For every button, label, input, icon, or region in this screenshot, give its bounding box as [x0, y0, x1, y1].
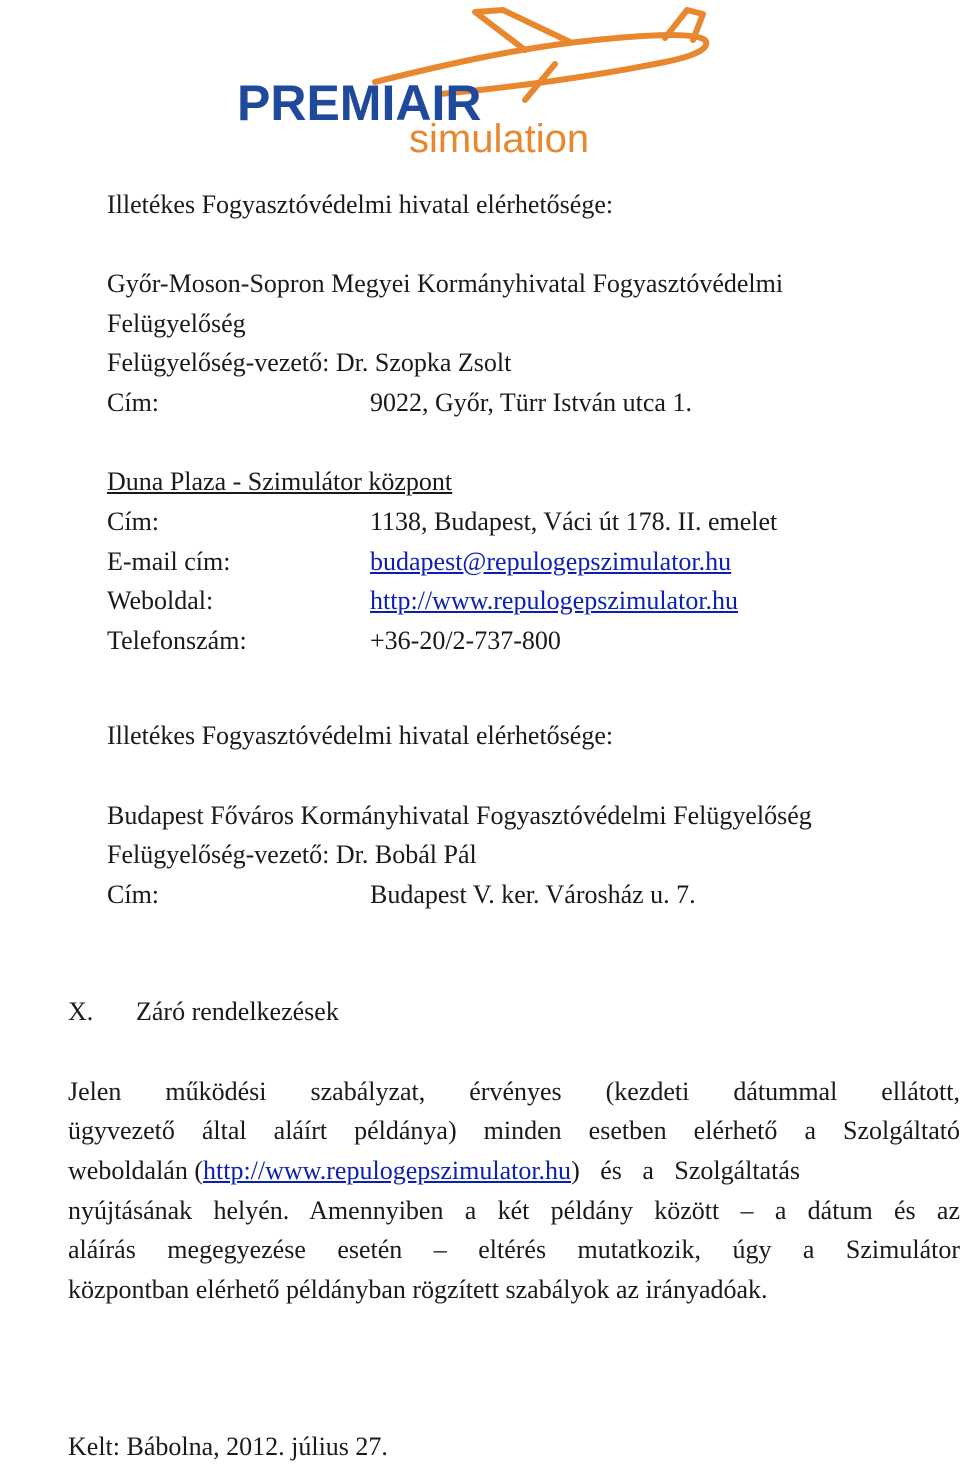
contact-title-text: Duna Plaza - Szimulátor központ: [107, 467, 453, 496]
section2-manager: [107, 840, 477, 870]
address-value: Budapest V. ker. Városház u. 7.: [370, 880, 696, 909]
paragraph-line: központban elérhető példányban rögzített szabályok az irányadóak.: [68, 1275, 768, 1304]
email-link[interactable]: budapest@repulogepszimulator.hu: [370, 547, 732, 576]
section1-org-line1: Győr-Moson-Sopron Megyei Kormányhivatal Fogyasztóvédelmi: [107, 269, 784, 298]
website-link[interactable]: http://www.repulogepszimulator.hu: [370, 586, 739, 615]
manager-label: Felügyelőség-vezető:: [107, 840, 330, 869]
contact-phone: [107, 626, 561, 656]
section1-heading: Illetékes Fogyasztóvédelmi hivatal elérhetősége:: [107, 190, 614, 219]
paragraph-line-with-link: [68, 1156, 960, 1186]
manager-value: Dr. Szopka Zsolt: [335, 348, 512, 377]
contact-address: [107, 507, 777, 537]
company-logo: [225, 2, 725, 162]
address-value: 9022, Győr, Türr István utca 1.: [370, 388, 692, 417]
phone-label: Telefonszám:: [107, 626, 247, 655]
email-label: E-mail cím:: [107, 547, 231, 576]
closing-heading: [68, 997, 339, 1027]
paragraph-text: weboldalán (: [68, 1156, 204, 1185]
website-link[interactable]: http://www.repulogepszimulator.hu: [203, 1156, 572, 1185]
section2-address: [107, 880, 696, 910]
section1-manager: [107, 348, 511, 378]
contact-title: [107, 467, 452, 497]
address-label: Cím:: [107, 388, 160, 417]
paragraph-line: Jelen működési szabályzat, érvényes (kezdeti dátummal ellátott,: [68, 1077, 960, 1106]
signature-date: Kelt: Bábolna, 2012. július 27.: [68, 1432, 388, 1461]
paragraph-line: nyújtásának helyén. Amennyiben a két példány között – a dátum és az: [68, 1196, 960, 1225]
paragraph-text: ) és a Szolgáltatás: [571, 1156, 801, 1185]
logo-subtitle: simulation: [409, 117, 590, 161]
section-title: Záró rendelkezések: [136, 997, 339, 1026]
paragraph-line: ügyvezető által aláírt példánya) minden esetben elérhető a Szolgáltató: [68, 1116, 960, 1145]
phone-value: +36-20/2-737-800: [370, 626, 561, 655]
website-label: Weboldal:: [107, 586, 214, 615]
section2-heading: Illetékes Fogyasztóvédelmi hivatal elérhetősége:: [107, 721, 614, 750]
airplane-logo-graphic: [225, 2, 725, 162]
paragraph-line: aláírás megegyezése esetén – eltérés mutatkozik, úgy a Szimulátor: [68, 1235, 960, 1264]
address-value: 1138, Budapest, Váci út 178. II. emelet: [370, 507, 778, 536]
contact-website: [107, 586, 738, 616]
logo-wordmark: PREMIAIR: [237, 75, 482, 131]
section2-org: Budapest Főváros Kormányhivatal Fogyasztóvédelmi Felügyelőség: [107, 801, 812, 830]
manager-value: Dr. Bobál Pál: [335, 840, 477, 869]
section-number: X.: [68, 997, 94, 1026]
section1-address: [107, 388, 692, 418]
section1-org-line2: Felügyelőség: [107, 309, 246, 338]
address-label: Cím:: [107, 507, 160, 536]
address-label: Cím:: [107, 880, 160, 909]
manager-label: Felügyelőség-vezető:: [107, 348, 330, 377]
contact-email: [107, 547, 731, 577]
